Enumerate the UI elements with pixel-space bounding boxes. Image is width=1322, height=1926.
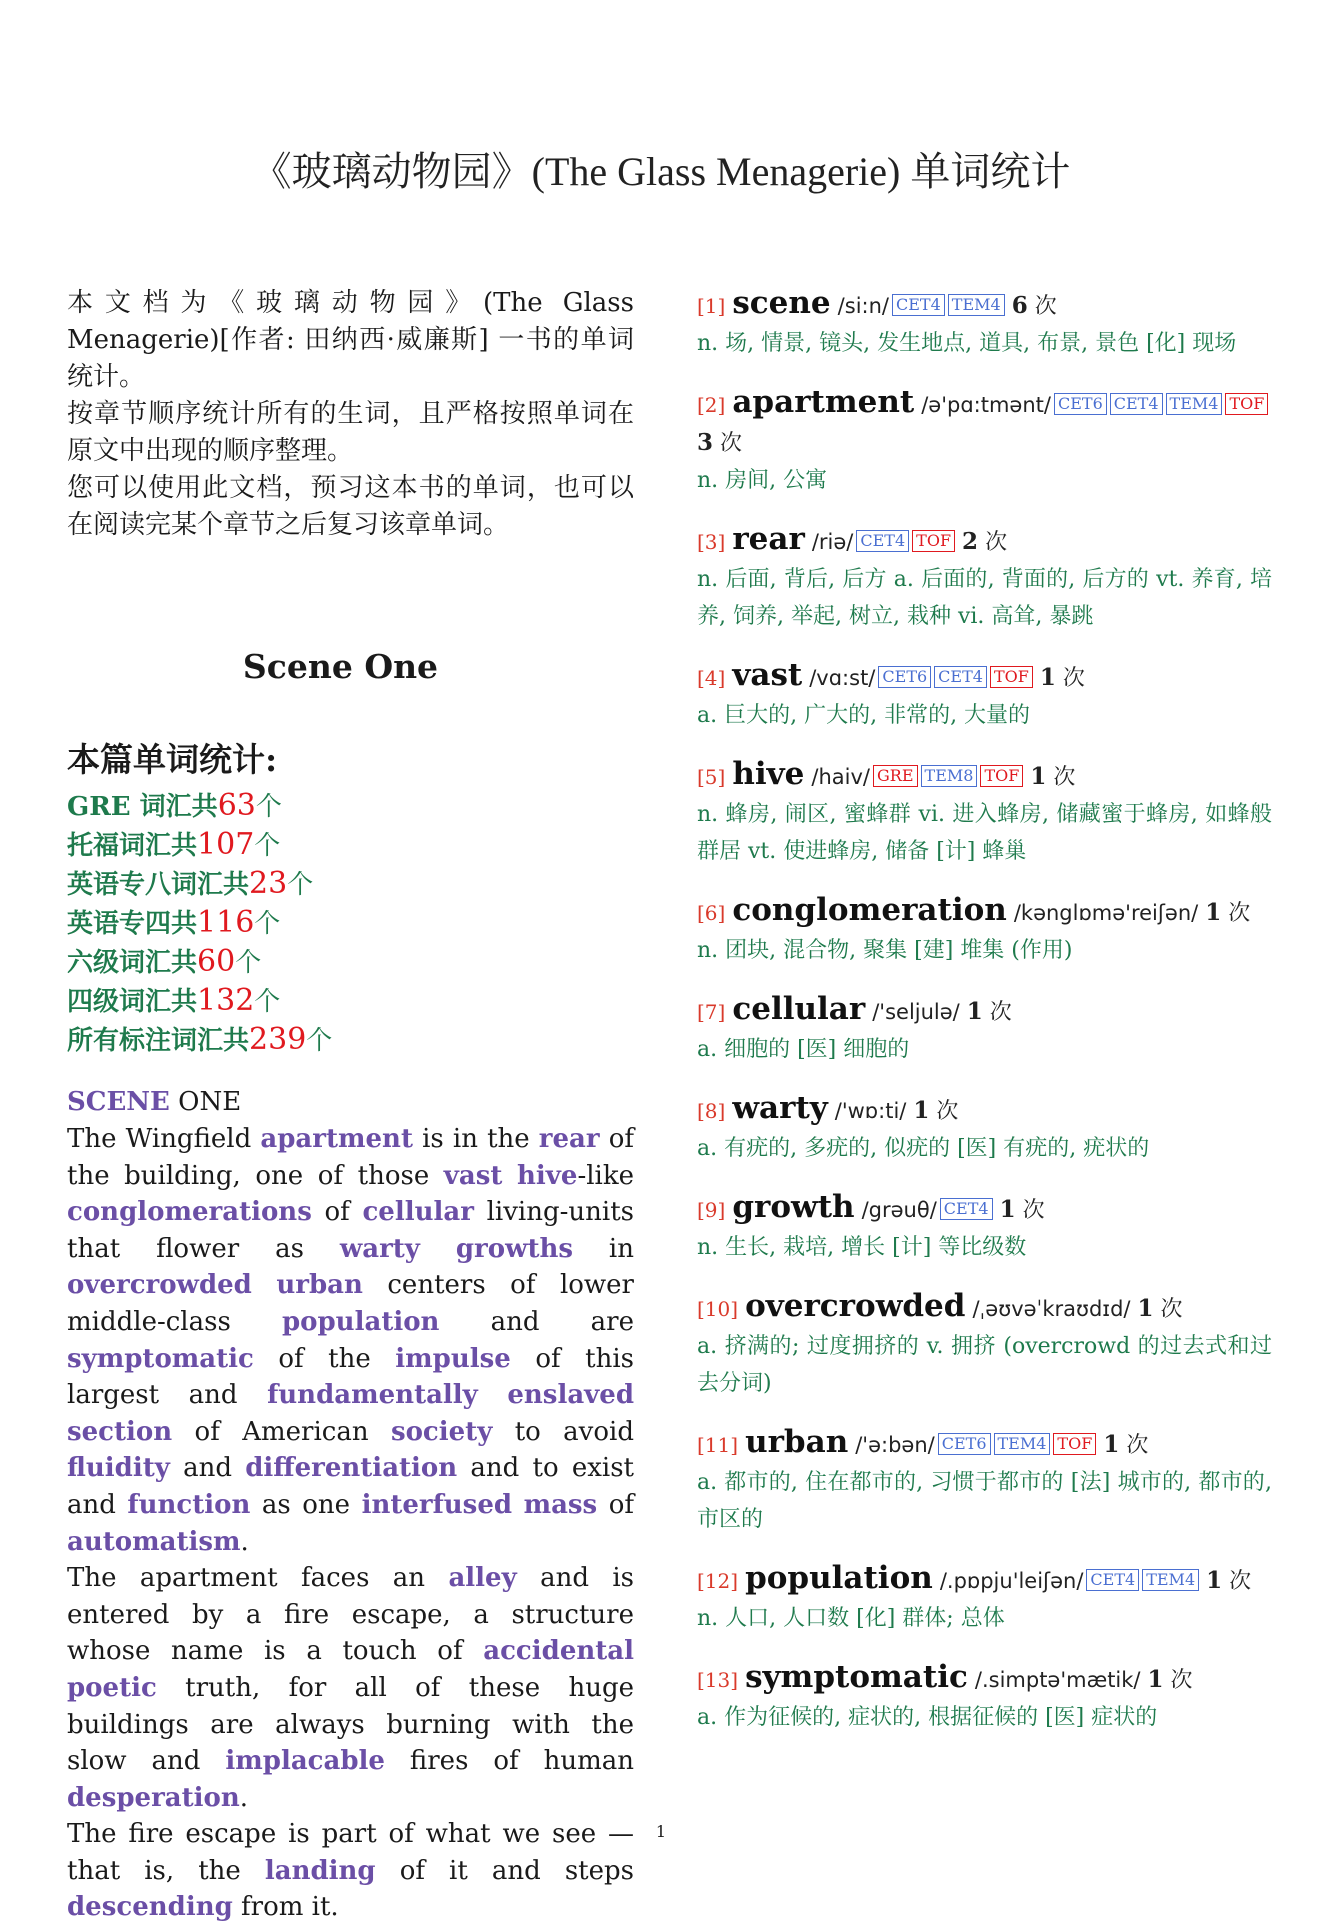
entry-count: [1103, 1433, 1148, 1458]
entry-word: urban: [745, 1424, 849, 1460]
entry-count-value: 1: [913, 1097, 930, 1124]
highlighted-word: mass: [523, 1489, 598, 1520]
entry-index: [2]: [697, 393, 726, 417]
entry-head: [697, 384, 1272, 462]
entry-count: [1040, 666, 1085, 691]
highlighted-word: interfused: [361, 1489, 513, 1520]
stat-label: GRE 词汇共: [67, 792, 218, 822]
entry-head: [697, 892, 1272, 932]
vocab-entry: [697, 1560, 1272, 1637]
stat-unit: 个: [254, 909, 281, 939]
stat-row: [67, 1021, 634, 1060]
entry-count-value: 1: [1103, 1431, 1120, 1458]
entry-head: [697, 1090, 1272, 1130]
level-tag: CET4: [1110, 393, 1163, 415]
entry-word: symptomatic: [745, 1659, 968, 1695]
entry-index: [3]: [697, 530, 726, 554]
stat-value: 60: [197, 944, 236, 979]
stat-unit: 个: [306, 1026, 333, 1056]
highlighted-word: vast: [443, 1160, 503, 1191]
vocab-entry: [697, 892, 1272, 969]
vocab-entry: [697, 991, 1272, 1068]
entry-index: [10]: [697, 1297, 739, 1321]
stat-value: 239: [249, 1022, 307, 1057]
highlighted-word: symptomatic: [67, 1343, 254, 1374]
entry-head: [697, 1659, 1272, 1699]
highlighted-word: implacable: [225, 1746, 385, 1777]
stat-value: 107: [197, 827, 255, 862]
highlighted-word: section: [67, 1416, 173, 1447]
entry-count-unit: 次: [1034, 294, 1057, 319]
entry-count-unit: 次: [1126, 1433, 1149, 1458]
highlighted-word: conglomerations: [67, 1197, 312, 1228]
entry-definition: a. 有疣的, 多疣的, 似疣的 [医] 有疣的, 疣状的: [697, 1136, 1150, 1161]
entry-head: [697, 991, 1272, 1031]
intro-paragraph: 按章节顺序统计所有的生词，且严格按照单词在原文中出现的顺序整理。: [67, 399, 634, 466]
vocab-entry: [697, 756, 1272, 870]
vocab-entry: [697, 285, 1272, 362]
entry-phonetic: /'wɒ:ti/: [834, 1099, 907, 1123]
stat-row: [67, 865, 634, 904]
stat-unit: 个: [254, 831, 281, 861]
entry-count-unit: 次: [989, 1000, 1012, 1025]
entry-count-unit: 次: [1229, 1569, 1252, 1594]
entry-index: [5]: [697, 765, 726, 789]
stat-value: 116: [197, 905, 255, 940]
stat-row: [67, 904, 634, 943]
entry-head: [697, 756, 1272, 796]
level-tag: CET4: [856, 530, 909, 552]
entry-count-value: 1: [1030, 763, 1047, 790]
entry-index: [11]: [697, 1433, 739, 1457]
entry-count-unit: 次: [1053, 765, 1076, 790]
vocabulary-list: [697, 285, 1272, 1758]
entry-word: warty: [732, 1090, 828, 1126]
vocab-entry: [697, 384, 1272, 499]
stat-label: 六级词汇共: [67, 948, 198, 978]
highlighted-word: urban: [276, 1270, 363, 1301]
entry-phonetic: /'seljulə/: [872, 1000, 960, 1024]
level-tag: TEM4: [994, 1433, 1051, 1455]
entry-definition: n. 蜂房, 闹区, 蜜蜂群 vi. 进入蜂房, 储藏蜜于蜂房, 如蜂般群居 vt. 使进蜂房, 储备 [计] 蜂巢: [697, 802, 1272, 864]
entry-count-value: 1: [1147, 1666, 1164, 1693]
vocab-entry: [697, 1424, 1272, 1538]
highlighted-word: growths: [455, 1233, 573, 1264]
entry-count: [1000, 1198, 1045, 1223]
entry-phonetic: /vɑ:st/: [809, 666, 876, 690]
highlighted-word: apartment: [260, 1124, 413, 1154]
entry-count: [1205, 901, 1250, 926]
scene-label-rest: ONE: [169, 1087, 242, 1117]
entry-count: [1206, 1569, 1251, 1594]
stat-row: [67, 982, 634, 1021]
level-tag: TEM8: [921, 765, 978, 787]
level-tag: CET4: [1086, 1569, 1139, 1591]
intro-paragraph: 本文档为《玻璃动物园》(The Glass Menagerie)[作者: 田纳西·威廉斯] 一书的单词统计。: [67, 288, 634, 392]
stat-label: 四级词汇共: [67, 987, 198, 1017]
intro: [67, 285, 634, 544]
highlighted-word: warty: [339, 1233, 420, 1264]
level-tag: TOF: [1053, 1433, 1096, 1455]
entry-count: [697, 431, 742, 456]
entry-head: [697, 1424, 1272, 1464]
highlighted-word: hive: [517, 1160, 578, 1191]
entry-word: rear: [732, 521, 805, 557]
entry-phonetic: /'ə:bən/: [855, 1433, 935, 1457]
entry-count-value: 1: [1206, 1567, 1223, 1594]
entry-count-unit: 次: [936, 1099, 959, 1124]
entry-count-unit: 次: [985, 530, 1008, 555]
entry-count: [913, 1099, 958, 1124]
stat-value: 63: [217, 788, 256, 823]
entry-index: [13]: [697, 1668, 739, 1692]
highlighted-word: alley: [448, 1563, 517, 1594]
highlighted-word: automatism: [67, 1526, 241, 1557]
highlighted-word: population: [281, 1306, 440, 1337]
entry-head: [697, 1288, 1272, 1328]
entry-head: [697, 1189, 1272, 1229]
entry-count-value: 1: [1205, 899, 1222, 926]
left-column: [67, 285, 634, 1926]
highlighted-word: society: [390, 1416, 493, 1447]
entry-index: [9]: [697, 1198, 726, 1222]
vocab-entry: [697, 657, 1272, 734]
entry-head: [697, 521, 1272, 561]
entry-word: conglomeration: [732, 892, 1007, 928]
level-tag: CET6: [1054, 393, 1107, 415]
entry-count: [1148, 1668, 1193, 1693]
highlighted-word: fundamentally: [267, 1380, 478, 1411]
highlighted-word: overcrowded: [67, 1270, 252, 1301]
level-tag: TOF: [980, 765, 1023, 787]
entry-phonetic: /kənglɒmə'reiʃən/: [1013, 901, 1199, 925]
entry-count-unit: 次: [1170, 1668, 1193, 1693]
level-tag: TOF: [990, 666, 1033, 688]
stat-unit: 个: [254, 987, 281, 1017]
entry-phonetic: /riə/: [811, 530, 854, 554]
entry-index: [12]: [697, 1569, 739, 1593]
entry-count-unit: 次: [720, 431, 743, 456]
entry-count-unit: 次: [1062, 666, 1085, 691]
entry-count: [1012, 294, 1057, 319]
level-tag: TEM4: [1142, 1569, 1199, 1591]
level-tag: CET4: [940, 1198, 993, 1220]
vocab-entry: [697, 1659, 1272, 1736]
entry-definition: n. 生长, 栽培, 增长 [计] 等比级数: [697, 1235, 1027, 1260]
entry-word: cellular: [732, 991, 866, 1027]
page-number: 1: [655, 1822, 667, 1841]
entry-index: [7]: [697, 1000, 726, 1024]
level-tag: TOF: [912, 530, 955, 552]
entry-head: [697, 285, 1272, 325]
entry-count-value: 1: [1039, 664, 1056, 691]
level-tag: GRE: [873, 765, 918, 787]
entry-word: scene: [732, 285, 831, 321]
highlighted-word: rear: [538, 1124, 600, 1154]
entry-word: population: [745, 1560, 933, 1596]
stat-label: 所有标注词汇共: [67, 1026, 250, 1056]
vocab-entry: [697, 521, 1272, 635]
entry-count-unit: 次: [1228, 901, 1251, 926]
entry-definition: a. 巨大的, 广大的, 非常的, 大量的: [697, 703, 1031, 728]
vocab-entry: [697, 1288, 1272, 1402]
stat-label: 托福词汇共: [67, 831, 198, 861]
level-tag: TOF: [1225, 393, 1268, 415]
document-title: 《玻璃动物园》(The Glass Menagerie) 单词统计: [251, 149, 1071, 194]
stat-unit: 个: [287, 870, 314, 900]
entry-head: [697, 657, 1272, 697]
entry-definition: a. 细胞的 [医] 细胞的: [697, 1037, 910, 1062]
entry-definition: n. 人口, 人口数 [化] 群体; 总体: [697, 1606, 1005, 1631]
scene-label-word: SCENE: [67, 1087, 170, 1117]
vocab-entry: [697, 1189, 1272, 1266]
entry-index: [6]: [697, 901, 726, 925]
intro-paragraph: 您可以使用此文档，预习这本书的单词，也可以在阅读完某个章节之后复习该章单词。: [67, 473, 634, 540]
stat-label: 英语专八词汇共: [67, 870, 250, 900]
entry-definition: n. 团块, 混合物, 聚集 [建] 堆集 (作用): [697, 938, 1073, 963]
level-tag: TEM4: [948, 294, 1005, 316]
entry-definition: n. 场, 情景, 镜头, 发生地点, 道具, 布景, 景色 [化] 现场: [697, 331, 1237, 356]
entry-phonetic: /si:n/: [837, 294, 889, 318]
entry-phonetic: /.pɒpju'leiʃən/: [939, 1569, 1084, 1593]
entry-word: apartment: [732, 384, 915, 420]
highlighted-word: function: [127, 1489, 251, 1520]
entry-phonetic: /ˌəʊvəˈkraʊdɪd/: [972, 1297, 1131, 1321]
entry-count: [967, 1000, 1012, 1025]
stat-unit: 个: [235, 948, 262, 978]
highlighted-word: descending: [67, 1892, 233, 1923]
level-tag: CET6: [878, 666, 931, 688]
entry-head: [697, 1560, 1272, 1600]
stat-row: [67, 826, 634, 865]
entry-count-value: 6: [1011, 292, 1028, 319]
entry-count-value: 2: [962, 528, 979, 555]
entry-definition: a. 都市的, 住在都市的, 习惯于都市的 [法] 城市的, 都市的, 市区的: [697, 1470, 1272, 1532]
stat-label: 英语专四共: [67, 909, 198, 939]
entry-word: growth: [732, 1189, 855, 1225]
entry-word: vast: [732, 657, 803, 693]
highlighted-word: enslaved: [507, 1380, 634, 1411]
entry-word: hive: [732, 756, 805, 792]
scene-label: [67, 1084, 634, 1121]
highlighted-word: fluidity: [67, 1453, 170, 1484]
level-tag: TEM4: [1166, 393, 1223, 415]
entry-definition: a. 作为征候的, 症状的, 根据征候的 [医] 症状的: [697, 1705, 1158, 1730]
entry-count-value: 1: [966, 998, 983, 1025]
highlighted-word: impulse: [395, 1343, 511, 1374]
stats-heading: 本篇单词统计:: [67, 740, 278, 779]
stats-list: [67, 787, 634, 1060]
entry-count: [962, 530, 1007, 555]
highlighted-word: differentiation: [245, 1453, 458, 1484]
highlighted-word: poetic: [67, 1672, 157, 1703]
highlighted-word: accidental: [483, 1636, 634, 1667]
entry-phonetic: /.simptə'mætik/: [974, 1668, 1141, 1692]
entry-count-value: 1: [999, 1196, 1016, 1223]
stat-value: 23: [249, 866, 288, 901]
vocab-entry: [697, 1090, 1272, 1167]
level-tag: CET6: [938, 1433, 991, 1455]
entry-definition: a. 挤满的; 过度拥挤的 v. 拥挤 (overcrowd 的过去式和过去分词): [697, 1334, 1272, 1396]
stat-row: [67, 787, 634, 826]
entry-word: overcrowded: [745, 1288, 966, 1324]
stat-unit: 个: [255, 792, 282, 822]
entry-definition: n. 后面, 背后, 后方 a. 后面的, 背面的, 后方的 vt. 养育, 培养, 饲养, 举起, 树立, 栽种 vi. 高耸, 暴跳: [697, 567, 1272, 629]
entry-index: [1]: [697, 294, 726, 318]
entry-phonetic: /grəuθ/: [861, 1198, 937, 1222]
entry-count: [1030, 765, 1075, 790]
stat-value: 132: [197, 983, 255, 1018]
highlighted-word: landing: [264, 1855, 376, 1886]
entry-count: [1138, 1297, 1183, 1322]
scene-title: Scene One: [242, 647, 439, 686]
level-tag: CET4: [892, 294, 945, 316]
entry-index: [4]: [697, 666, 726, 690]
scene-passage: The Wingfield apartment is in the rear of the building, one of those vast hive-like conglomerations of cellular living-units that flower as warty growths in overcrowded urban centers of lower middle-class population and are symptomatic of the impulse of this largest and fundamentally enslaved section of American society to avoid fluidity and differentiation and to exist and function as one interfused mass of automatism. The apartment faces an alley and is entered by a fire escape, a structure whose name is a touch of accidental poetic truth, for all of these huge buildings are always burning with the slow and implacable fires of human desperation. The fire escape is part of what we see —that is, the landing of it and steps descending from it.: [67, 1124, 635, 1923]
entry-count-value: 1: [1137, 1295, 1154, 1322]
entry-index: [8]: [697, 1099, 726, 1123]
stat-row: [67, 943, 634, 982]
highlighted-word: cellular: [362, 1197, 474, 1228]
entry-phonetic: /haiv/: [811, 765, 870, 789]
entry-count-unit: 次: [1022, 1198, 1045, 1223]
level-tag: CET4: [934, 666, 987, 688]
entry-count-unit: 次: [1160, 1297, 1183, 1322]
entry-phonetic: /ə'pɑ:tmənt/: [921, 393, 1051, 417]
highlighted-word: desperation: [67, 1782, 240, 1813]
entry-count-value: 3: [697, 429, 714, 456]
entry-definition: n. 房间, 公寓: [697, 468, 828, 493]
